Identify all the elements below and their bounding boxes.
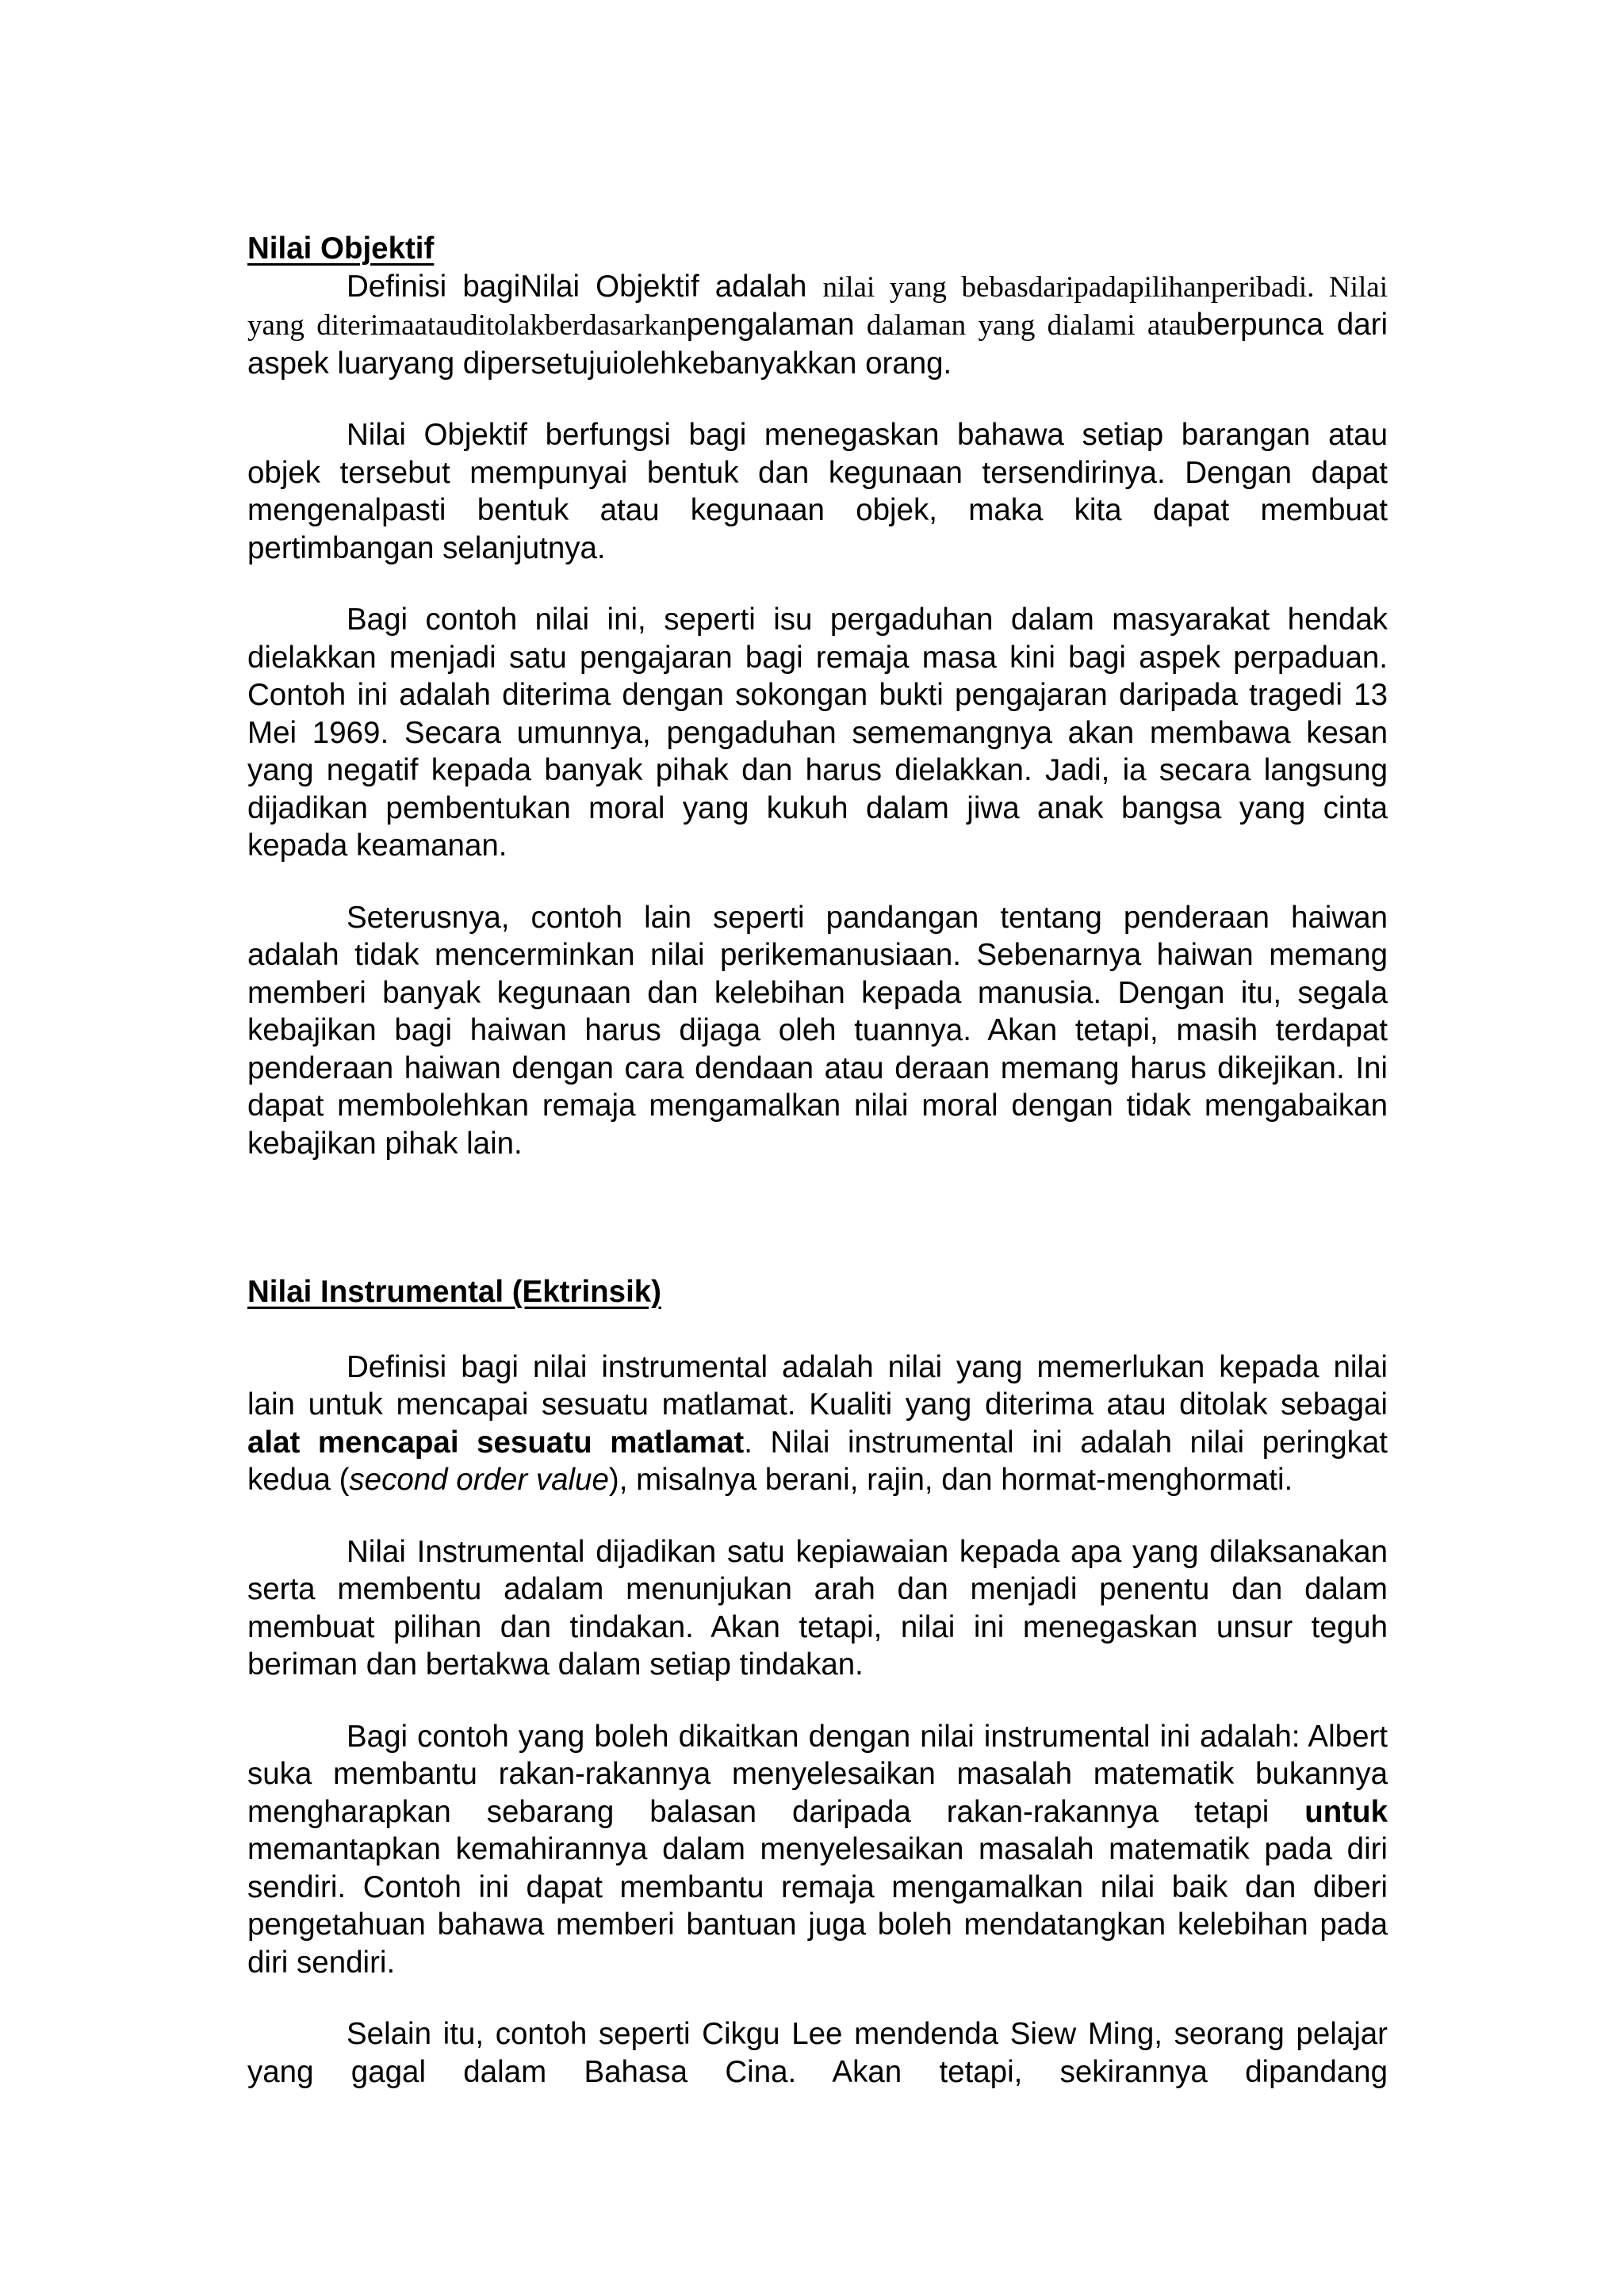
paragraph-contoh-pergaduhan: Bagi contoh nilai ini, seperti isu pergaduhan dalam masyarakat hendak dielakkan menjadi satu pengajaran bagi remaja masa kini bagi aspek perpaduan. Contoh ini adalah diterima dengan sokongan bukti pengajaran daripada tragedi 13 Mei 1969. Secara umunnya, pengaduhan sememangnya akan membawa kesan yang negatif kepada banyak pihak dan harus dielakkan. Jadi, ia secara langsung dijadikan pembentukan moral yang kukuh dalam jiwa anak bangsa yang cinta kepada keamanan. [247, 603, 1388, 863]
text-run-serif: nilai yang bebasdaripadapilihanperibadi. Nilai yang diterimaatauditolakberdasarkan [247, 270, 1388, 342]
text-run: memantapkan kemahirannya dalam menyelesaikan masalah matematik pada diri sendiri. Contoh ini dapat membantu remaja mengamalkan nilai baik dan diberi pengetahuan bahawa memberi bantuan juga boleh mendatangkan kelebihan pada diri sendiri. [247, 1832, 1388, 1980]
paragraph-definisi-instrumental [247, 1349, 1388, 1499]
bold-text: untuk [1304, 1794, 1388, 1829]
section-heading-nilai-objektif: Nilai Objektif [247, 232, 435, 266]
paragraph-contoh-haiwan: Seterusnya, contoh lain seperti pandangan tentang penderaan haiwan adalah tidak mencerminkan nilai perikemanusiaan. Sebenarnya haiwan memang memberi banyak kegunaan dan kelebihan kepada manusia. Dengan itu, segala kebajikan bagi haiwan harus dijaga oleh tuannya. Akan tetapi, masih terdapat penderaan haiwan dengan cara dendaan atau deraan memang harus dikejikan. Ini dapat membolehkan remaja mengamalkan nilai moral dengan tidak mengabaikan kebajikan pihak lain. [247, 900, 1388, 1161]
text-run: Bagi contoh yang boleh dikaitkan dengan nilai instrumental ini adalah: Albert suka membantu rakan-rakannya menyelesaikan masalah matematik bukannya mengharapkan sebarang balasan daripada rakan-rakannya tetapi [247, 1719, 1388, 1829]
text-run: Definisi bagi nilai instrumental adalah nilai yang memerlukan kepada nilai lain untuk mencapai sesuatu matlamat. Kualiti yang diterima atau ditolak sebagai [247, 1349, 1388, 1422]
text-run: pengalaman [686, 308, 855, 342]
bold-text: alat mencapai sesuatu matlamat [247, 1425, 745, 1460]
paragraph-definisi-objektif [247, 268, 1388, 383]
paragraph-fungsi-objektif: Nilai Objektif berfungsi bagi menegaskan bahawa setiap barangan atau objek tersebut mempunyai bentuk dan kegunaan tersendirinya. Dengan dapat mengenalpasti bentuk atau kegunaan objek, maka kita dapat membuat pertimbangan selanjutnya. [247, 418, 1388, 565]
text-run-serif: dalaman yang dialami atau [854, 309, 1197, 342]
paragraph-kepiawaian: Nilai Instrumental dijadikan satu kepiawaian kepada apa yang dilaksanakan serta membentu adalam menunjukan arah dan menjadi penentu dan dalam membuat pilihan dan tindakan. Akan tetapi, nilai ini menegaskan unsur teguh beriman dan bertakwa dalam setiap tindakan. [247, 1534, 1388, 1682]
text-run: berpunca dari aspek luaryang dipersetujuiolehkebanyakkan orang. [247, 308, 1388, 381]
paragraph-contoh-cikgu-lee: Selain itu, contoh seperti Cikgu Lee mendenda Siew Ming, seorang pelajar yang gagal dalam Bahasa Cina. Akan tetapi, sekirannya dipandang [247, 2017, 1388, 2089]
section-heading-nilai-instrumental: Nilai Instrumental (Ektrinsik) [247, 1275, 662, 1309]
document-page [247, 230, 1388, 2091]
paragraph-contoh-albert [247, 1718, 1388, 1982]
italic-text: second order value [349, 1463, 609, 1497]
text-run: . Nilai instrumental ini adalah nilai peringkat kedua ( [247, 1425, 1388, 1497]
text-run: ), misalnya berani, rajin, dan hormat-menghormati. [608, 1463, 1293, 1497]
text-run: Definisi bagiNilai Objektif adalah [347, 269, 823, 304]
